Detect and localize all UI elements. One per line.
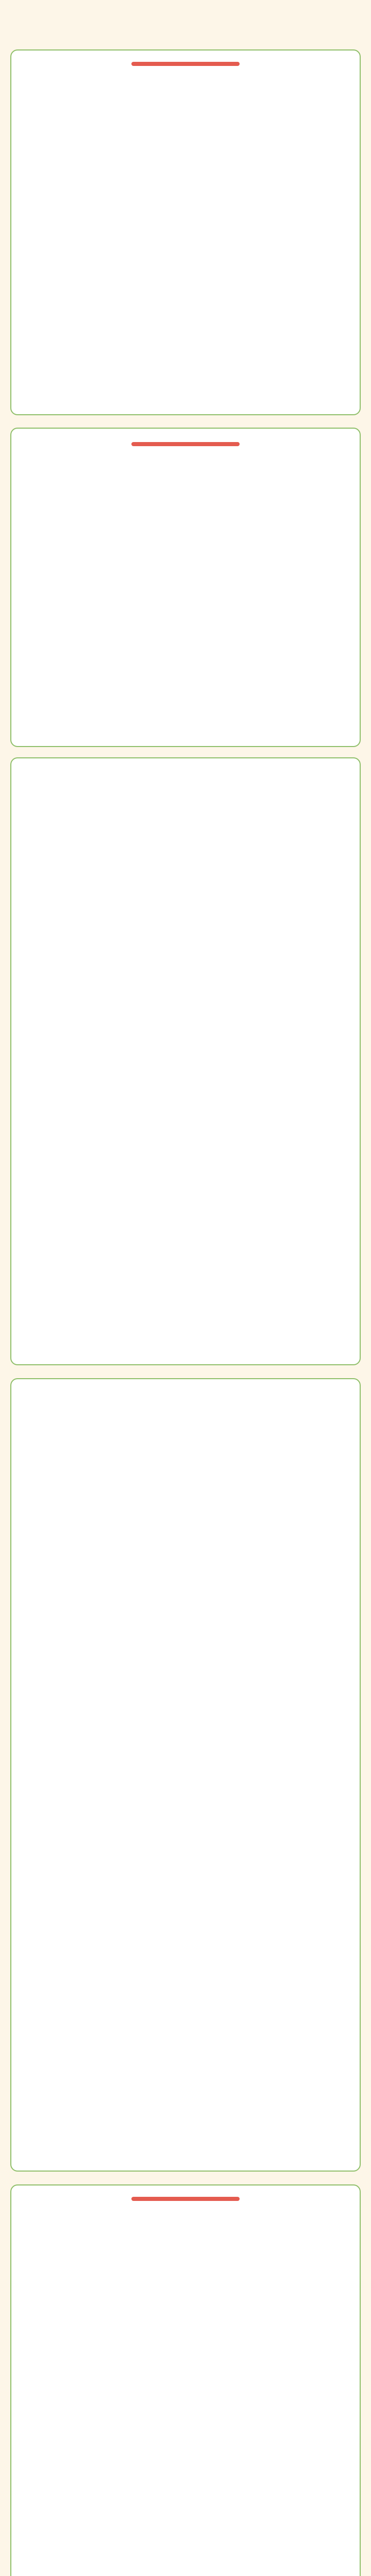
page-title [0, 0, 371, 44]
card-unit-2 [10, 428, 361, 747]
card-unit-3 [10, 2184, 361, 2576]
unit-title [131, 62, 240, 66]
unit-title [131, 442, 240, 446]
card-unit-1 [10, 49, 361, 415]
unit-title [131, 2197, 240, 2201]
card-content-4 [10, 1378, 361, 2172]
card-content-3 [10, 757, 361, 1365]
